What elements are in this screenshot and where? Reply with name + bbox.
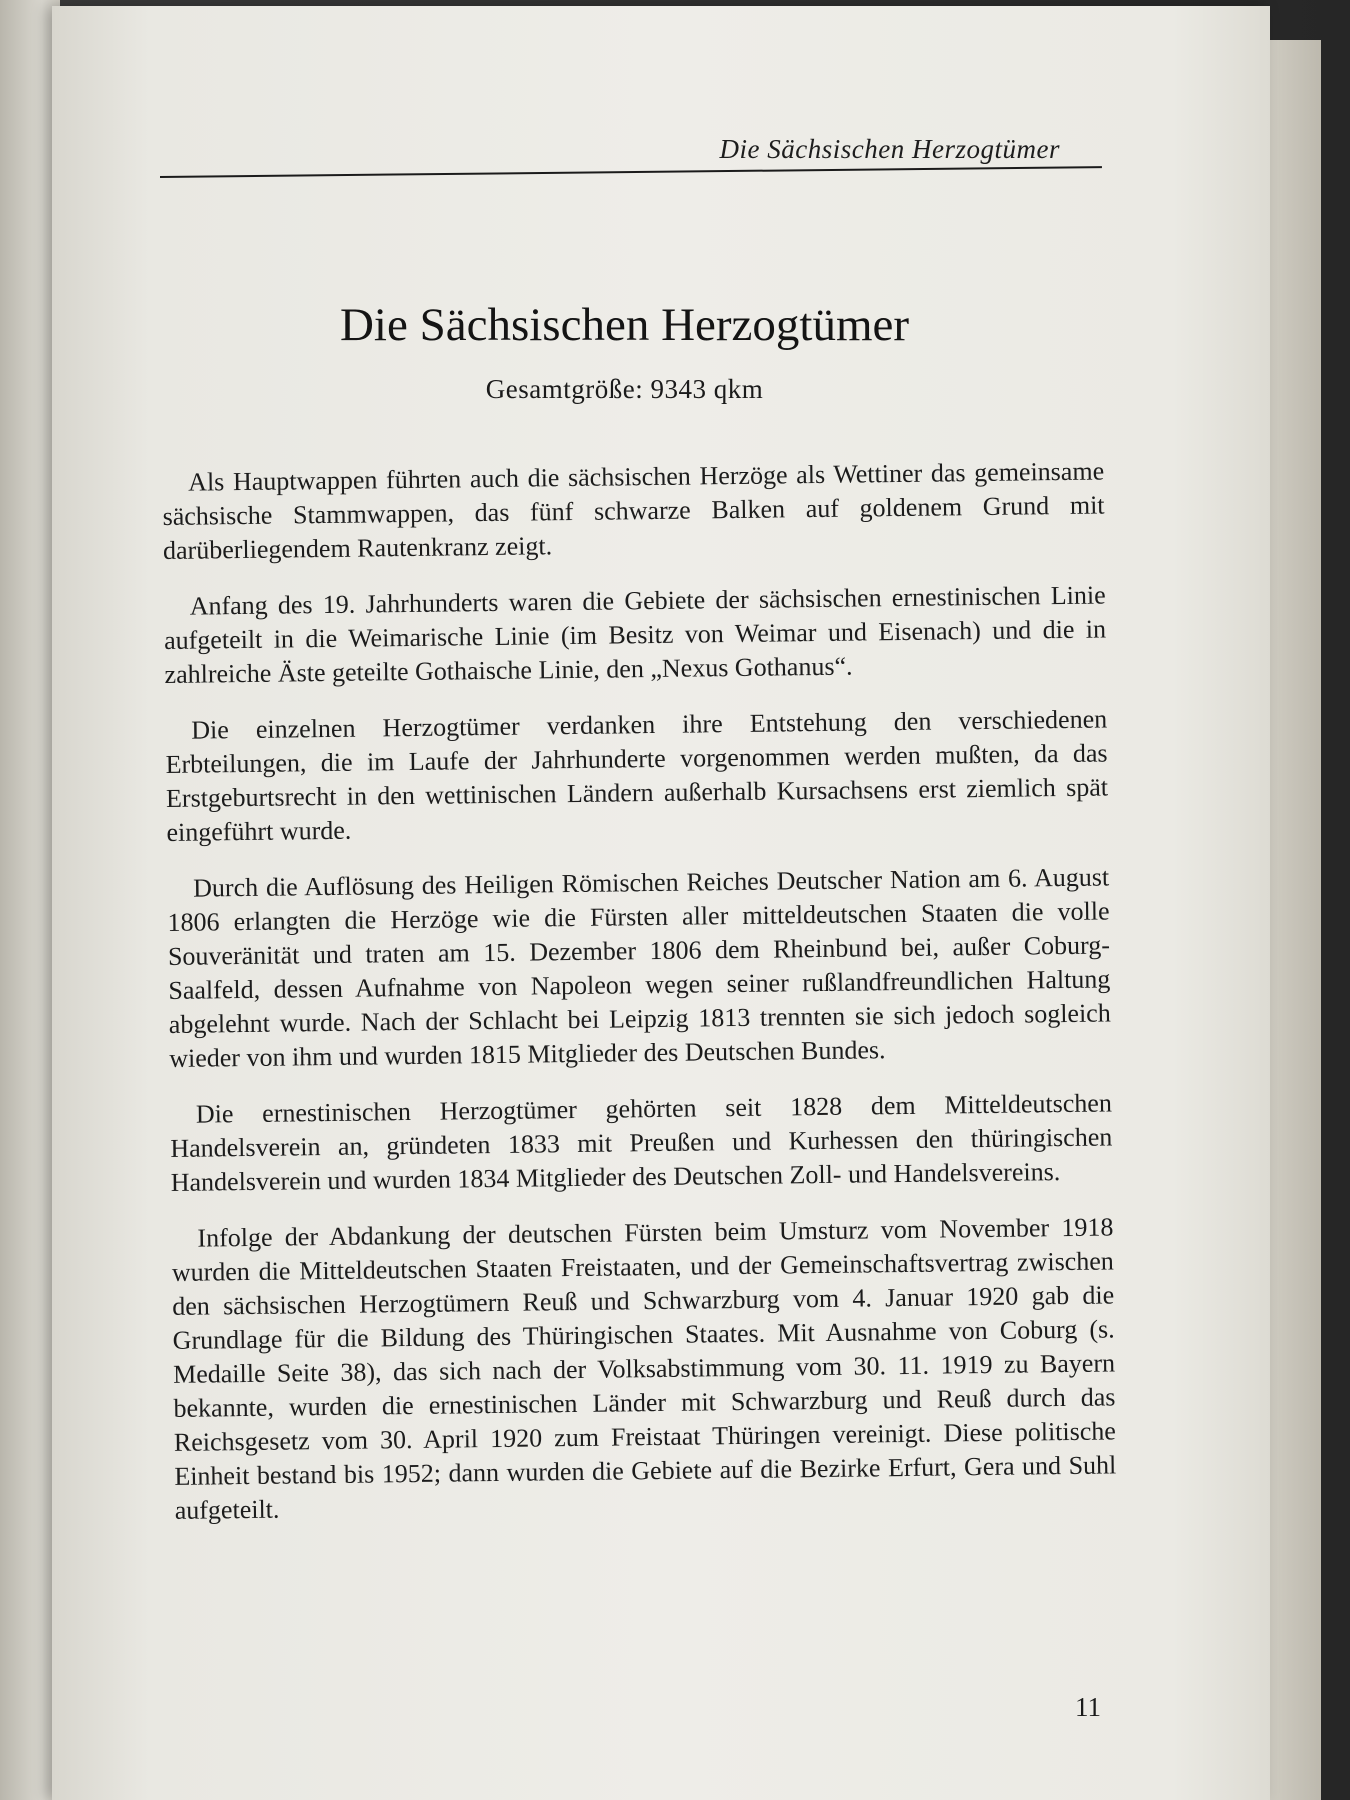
paragraph-3: Die einzelnen Herzogtümer verdanken ihre Entstehung den verschiedenen Erbteilungen, die im Laufe der Jahrhunderte vorgenommen werden mußten, da das Erstgeburtsrecht in den wettinischen Ländern außerhalb Kursachsens erst ziemlich spät eingeführt wurde. <box>165 704 1109 847</box>
paragraph-1: Als Hauptwappen führten auch die sächsischen Herzöge als Wettiner das gemeinsame sächsische Stammwappen, das fünf schwarze Balken auf goldenem Grund mit darüberliegendem Rautenkranz zeigt. <box>162 456 1105 565</box>
paragraph-4: Durch die Auflösung des Heiligen Römischen Reiches Deutscher Nation am 6. August 1806 erlangten die Herzöge wie die Fürsten aller mitteldeutschen Staaten die volle Souveränität und traten am 15. Dezember 1806 dem Rheinbund bei, außer Coburg-Saalfeld, dessen Aufnahme von Napoleon wegen seiner rußlandfreundlichen Haltung abgelehnt wurde. Nach der Schlacht bei Leipzig 1813 trennten sie sich jedoch sogleich wieder von ihm und wurden 1815 Mitglieder des Deutschen Bundes. <box>167 862 1111 1073</box>
page-title: Die Sächsischen Herzogtümer <box>339 299 910 351</box>
book-page <box>52 6 1270 1800</box>
paragraph-5: Die ernestinischen Herzogtümer gehörten seit 1828 dem Mitteldeutschen Handelsverein an, gründeten 1833 mit Preußen und Kurhessen den thüringischen Handelsverein und wurden 1834 Mitglieder des Deutschen Zoll- und Handelsvereins. <box>170 1088 1113 1197</box>
paragraph-6: Infolge der Abdankung der deutschen Fürsten beim Umsturz vom November 1918 wurden die Mitteldeutschen Staaten Freistaaten, und der Gemeinschaftsvertrag zwischen den sächsischen Herzogtümern Reuß und Schwarzburg vom 4. Januar 1920 gab die Grundlage für die Bildung des Thüringischen Staates. Mit Ausnahme von Coburg (s. Medaille Seite 38), das sich nach der Volksabstimmung vom 30. 11. 1919 zu Bayern bekannte, wurden die ernestinischen Länder mit Schwarzburg und Reuß durch das Reichsgesetz vom 30. April 1920 zum Freistaat Thüringen vereinigt. Diese politische Einheit bestand bis 1952; dann wurden die Gebiete auf die Bezirke Erfurt, Gera und Suhl aufgeteilt. <box>171 1212 1117 1525</box>
paragraph-2: Anfang des 19. Jahrhunderts waren die Gebiete der sächsischen ernestinischen Linie aufgeteilt in die Weimarische Linie (im Besitz von Weimar und Eisenach) und die in zahlreiche Äste geteilte Gothaische Linie, den „Nexus Gothanus“. <box>163 580 1107 689</box>
running-head: Die Sächsischen Herzogtümer <box>719 134 1060 164</box>
page-subtitle: Gesamtgröße: 9343 qkm <box>485 374 764 404</box>
page-number: 11 <box>1075 1692 1101 1722</box>
left-page-edge <box>0 0 60 1800</box>
body-text <box>162 454 1117 1549</box>
header-rule <box>160 166 1102 178</box>
